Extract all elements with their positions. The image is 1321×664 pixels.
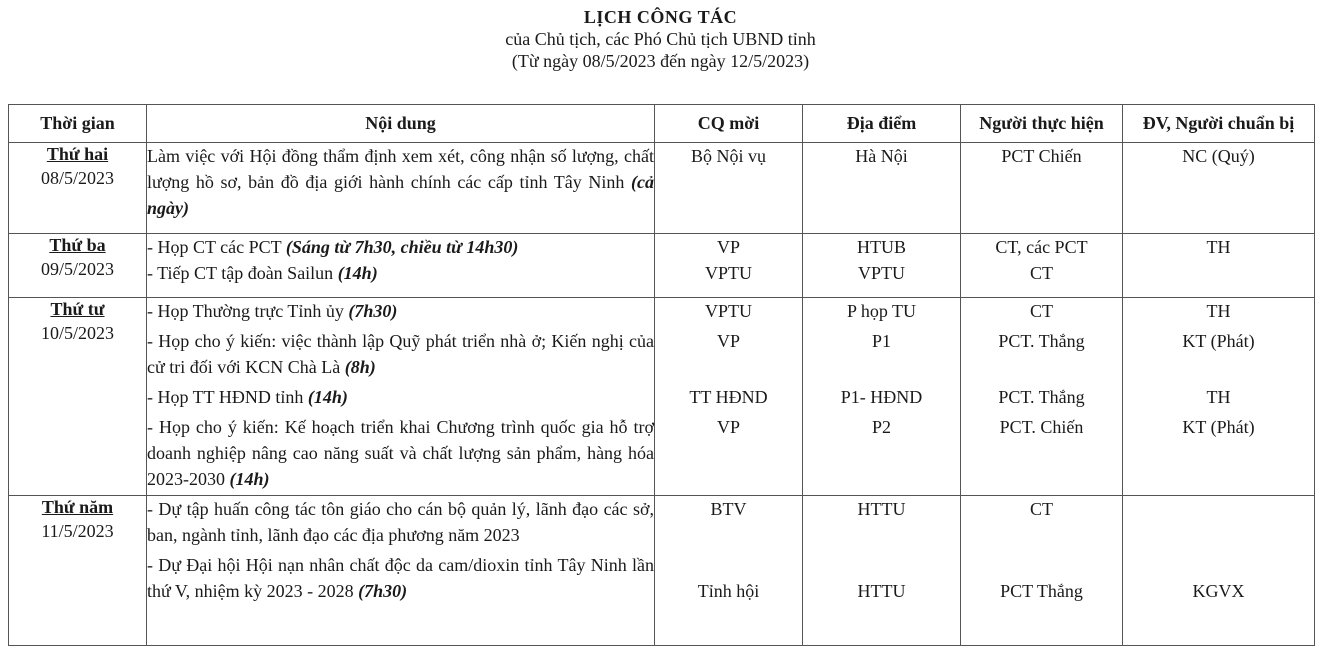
executor-cell: PCT Chiến (961, 143, 1123, 234)
table-row (9, 496, 1315, 646)
schedule-item: - Họp TT HĐND tỉnh (14h) (147, 387, 348, 407)
location-cell: Hà Nội (803, 143, 961, 234)
col-header-time: Thời gian (9, 105, 147, 143)
location-cell: P họp TU P1 P1- HĐND P2 (803, 298, 961, 496)
day-cell (9, 298, 147, 496)
schedule-table (8, 104, 1315, 646)
content-cell (147, 143, 655, 234)
schedule-item: - Họp cho ý kiến: Kế hoạch triển khai Chương trình quốc gia hỗ trợ doanh nghiệp nâng cao năng suất và chất lượng sản phẩm, hàng hóa 2023-2030 (14h) (147, 417, 654, 489)
document-title: LỊCH CÔNG TÁC (583, 7, 738, 27)
date-range: (Từ ngày 08/5/2023 đến ngày 12/5/2023) (511, 51, 810, 71)
col-header-content: Nội dung (147, 105, 655, 143)
inviter-cell: BTV Tỉnh hội (655, 496, 803, 646)
schedule-item: - Tiếp CT tập đoàn Sailun (14h) (147, 263, 378, 283)
day-cell (9, 496, 147, 646)
table-row (9, 298, 1315, 496)
schedule-item: - Họp cho ý kiến: việc thành lập Quỹ phát triển nhà ở; Kiến nghị của cử tri đối với KCN Chà Là (8h) (147, 331, 654, 377)
col-header-preparer: ĐV, Người chuẩn bị (1123, 105, 1315, 143)
day-cell (9, 234, 147, 298)
schedule-item: - Họp Thường trực Tỉnh ủy (7h30) (147, 301, 398, 321)
executor-cell: CT, các PCT CT (961, 234, 1123, 298)
preparer-cell: KGVX (1123, 496, 1315, 646)
table-row (9, 143, 1315, 234)
col-header-location: Địa điểm (803, 105, 961, 143)
schedule-item: - Họp CT các PCT (Sáng từ 7h30, chiều từ 14h30) (147, 237, 519, 257)
day-name: Thứ hai (46, 144, 109, 164)
location-cell: HTTU HTTU (803, 496, 961, 646)
table-row (9, 234, 1315, 298)
schedule-item: - Dự Đại hội Hội nạn nhân chất độc da cam/dioxin tỉnh Tây Ninh lần thứ V, nhiệm kỳ 2023 - 2028 (7h30) (147, 555, 654, 601)
inviter-cell: VPTU VP TT HĐND VP (655, 298, 803, 496)
preparer-cell: NC (Quý) (1123, 143, 1315, 234)
executor-cell: CT PCT Thắng (961, 496, 1123, 646)
day-date: 08/5/2023 (40, 168, 114, 188)
col-header-inviter: CQ mời (655, 105, 803, 143)
inviter-cell: Bộ Nội vụ (655, 143, 803, 234)
table-header-row (9, 105, 1315, 143)
executor-cell: CT PCT. Thắng PCT. Thắng PCT. Chiến (961, 298, 1123, 496)
location-cell: HTUB VPTU (803, 234, 961, 298)
content-cell (147, 234, 655, 298)
schedule-item: Làm việc với Hội đồng thẩm định xem xét, công nhận số lượng, chất lượng hồ sơ, bản đồ địa giới hành chính các cấp tỉnh Tây Ninh (cả ngày) (147, 146, 654, 218)
day-cell (9, 143, 147, 234)
day-date: 11/5/2023 (41, 521, 114, 541)
col-header-executor: Người thực hiện (961, 105, 1123, 143)
document-subtitle: của Chủ tịch, các Phó Chủ tịch UBND tỉnh (505, 29, 816, 49)
inviter-cell: VP VPTU (655, 234, 803, 298)
content-cell (147, 496, 655, 646)
preparer-cell: TH KT (Phát) TH KT (Phát) (1123, 298, 1315, 496)
day-name: Thứ tư (50, 299, 105, 319)
day-date: 10/5/2023 (40, 323, 114, 343)
day-name: Thứ ba (49, 235, 106, 255)
content-cell (147, 298, 655, 496)
schedule-item: - Dự tập huấn công tác tôn giáo cho cán bộ quản lý, lãnh đạo các sở, ban, ngành tỉnh, lãnh đạo các địa phương năm 2023 (147, 499, 654, 545)
day-name: Thứ năm (41, 497, 114, 517)
preparer-cell: TH (1123, 234, 1315, 298)
document-header (0, 6, 1321, 72)
day-date: 09/5/2023 (40, 259, 114, 279)
